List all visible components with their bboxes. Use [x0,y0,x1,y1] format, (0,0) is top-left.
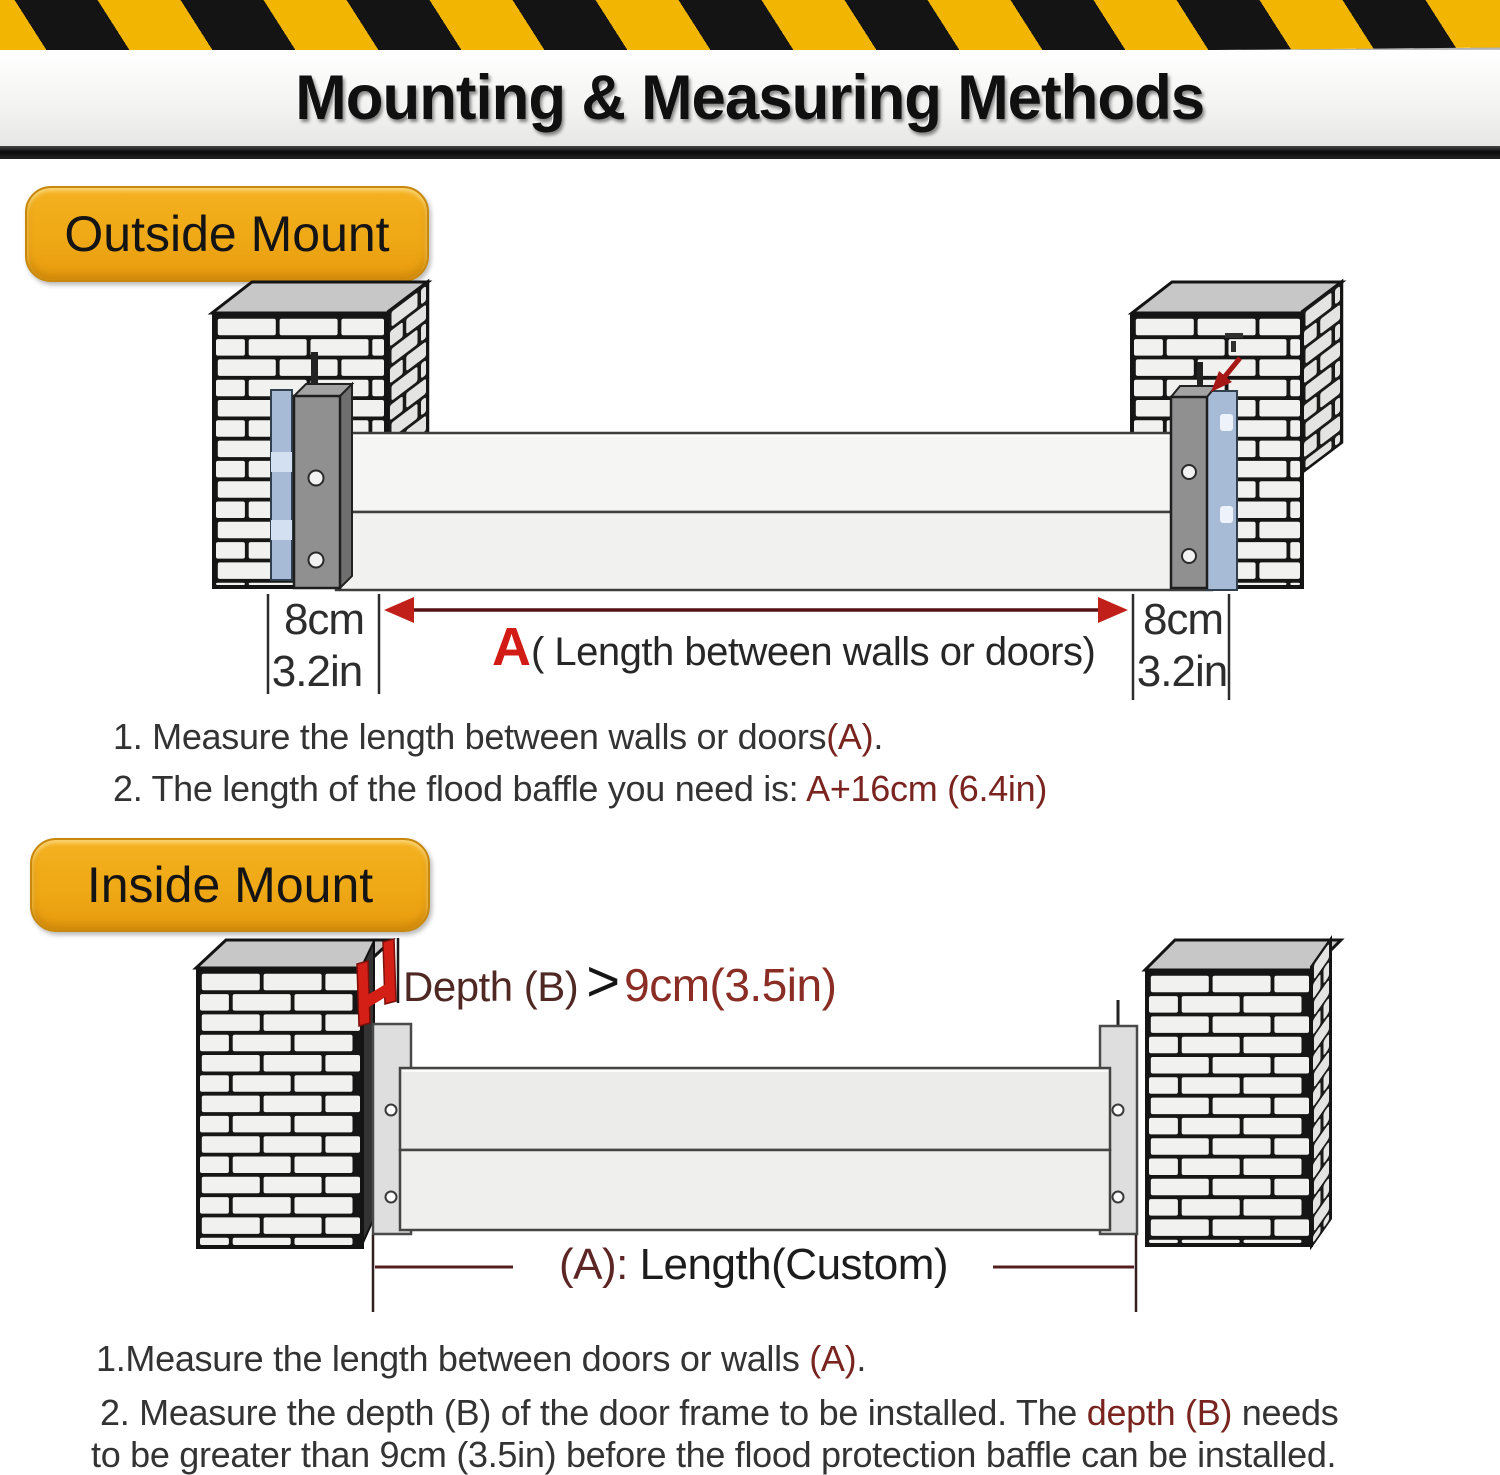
flood-barrier [336,433,1212,590]
custom-length-label: (A): Length(Custom) [558,1240,949,1289]
left-gap-cm-label: 8cm [283,595,365,644]
right-brick-pillar [1100,937,1341,1248]
pillar-front-face [1147,972,1311,1245]
flood-barrier [400,1068,1110,1230]
seal-strip-dot [1220,506,1233,523]
seal-strip [271,390,292,580]
screw [1182,549,1196,563]
mortar-mark [1231,341,1236,352]
mortar-mark [1225,333,1243,338]
barrier-panel-bottom [400,1150,1110,1230]
screw [386,1105,397,1116]
span-letter: A [492,617,531,677]
title-bar [0,50,1500,146]
right-gap-in-label: 3.2in [1136,647,1228,696]
inside-mount-badge-label: Inside Mount [86,857,374,913]
screw [386,1192,397,1203]
left-brick-pillar [196,938,411,1247]
outside-mount-badge [25,186,429,282]
screw [1182,465,1196,479]
inside-mount-badge [30,838,430,932]
barrier-panel-bottom [336,512,1212,590]
outside-step-2: 2. The length of the flood baffle you need is: A+16cm (6.4in) [113,768,1048,809]
right-gap-cm-label: 8cm [1142,595,1224,644]
outside-mount-badge-label: Outside Mount [64,206,390,262]
barrier-panel-top [336,433,1212,512]
pillar-front-face [198,970,362,1247]
left-gap-in-label: 3.2in [271,647,363,696]
pillar-side-face [1302,281,1342,473]
span-caption: ( Length between walls or doors) [531,630,1096,674]
pillar-side-face [1311,937,1331,1248]
span-arrow-left-head-icon [384,597,414,623]
span-length-label [492,616,1095,678]
seal-strip-highlight [271,520,292,540]
screw [1113,1192,1124,1203]
channel-side [340,384,352,588]
screw [1113,1105,1124,1116]
channel-top [1171,386,1216,397]
depth-requirement-label: Depth (B) > 9cm(3.5in) [403,949,837,1014]
page-title: Mounting & Measuring Methods [295,63,1205,133]
title-underline [0,146,1500,159]
inside-step-3: to be greater than 9cm (3.5in) before the flood protection baffle can be installed. [91,1434,1337,1475]
inside-step-2: 2. Measure the depth (B) of the door frame to be installed. The depth (B) needs [100,1392,1339,1433]
barrier-panel-top [400,1068,1110,1150]
seal-strip-highlight [271,452,292,472]
seal-strip-dot [1220,414,1233,431]
inside-step-1: 1.Measure the length between doors or walls (A). [96,1338,867,1379]
screw [309,471,324,486]
outside-step-1: 1. Measure the length between walls or doors(A). [113,716,884,757]
span-arrow-right-head-icon [1098,597,1128,623]
right-mounting-channel [1171,358,1240,590]
screw [309,553,324,568]
